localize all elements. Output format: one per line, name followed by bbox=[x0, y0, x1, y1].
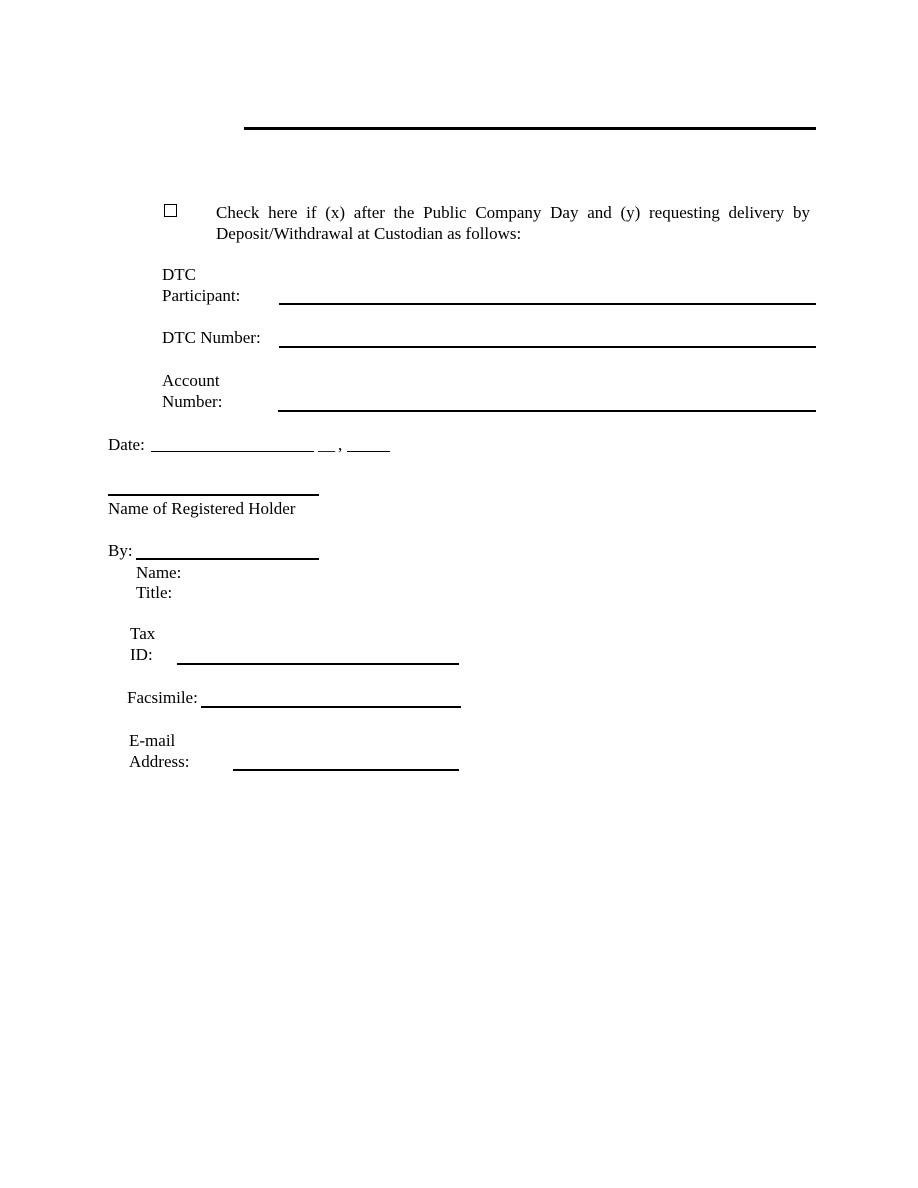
dtc-participant-label-line1: DTC bbox=[162, 265, 196, 284]
date-month-day-field[interactable] bbox=[151, 433, 314, 452]
signer-name-label: Name: bbox=[136, 563, 182, 582]
account-number-label-line1: Account bbox=[162, 371, 220, 390]
facsimile-label: Facsimile: bbox=[127, 688, 198, 707]
facsimile-field[interactable] bbox=[201, 688, 461, 708]
signature-field[interactable] bbox=[136, 540, 319, 560]
dtc-number-field[interactable] bbox=[279, 328, 816, 348]
tax-id-field[interactable] bbox=[177, 645, 459, 665]
tax-id-label-line1: Tax bbox=[130, 624, 156, 643]
holder-name-rule bbox=[108, 494, 319, 496]
account-number-label bbox=[162, 370, 222, 412]
email-label-line1: E-mail bbox=[129, 731, 176, 750]
dtc-number-label: DTC Number: bbox=[162, 328, 261, 347]
date-comma: , bbox=[338, 435, 343, 454]
holder-name-label: Name of Registered Holder bbox=[108, 499, 296, 518]
account-number-field[interactable] bbox=[278, 392, 816, 412]
option-text-line2: Deposit/Withdrawal at Custodian as follows: bbox=[216, 224, 522, 243]
dtc-participant-label-line2: Participant: bbox=[162, 286, 241, 305]
date-short-blank: __ bbox=[318, 435, 335, 454]
header-rule bbox=[244, 127, 816, 130]
dtc-participant-field[interactable] bbox=[279, 285, 816, 305]
option-text-line1: Check here if (x) after the Public Company Day and (y) requesting delivery by bbox=[216, 203, 810, 222]
tax-id-label bbox=[130, 623, 155, 665]
date-label: Date: bbox=[108, 435, 145, 454]
delivery-checkbox[interactable] bbox=[164, 204, 177, 217]
date-year-field[interactable] bbox=[347, 433, 390, 452]
delivery-option-text bbox=[216, 202, 810, 244]
email-field[interactable] bbox=[233, 751, 459, 771]
email-label-line2: Address: bbox=[129, 752, 190, 771]
account-number-label-line2: Number: bbox=[162, 392, 223, 411]
by-label: By: bbox=[108, 541, 133, 560]
dtc-participant-label bbox=[162, 264, 240, 306]
email-label bbox=[129, 730, 189, 772]
tax-id-label-line2: ID: bbox=[130, 645, 153, 664]
signer-title-label: Title: bbox=[136, 583, 173, 602]
